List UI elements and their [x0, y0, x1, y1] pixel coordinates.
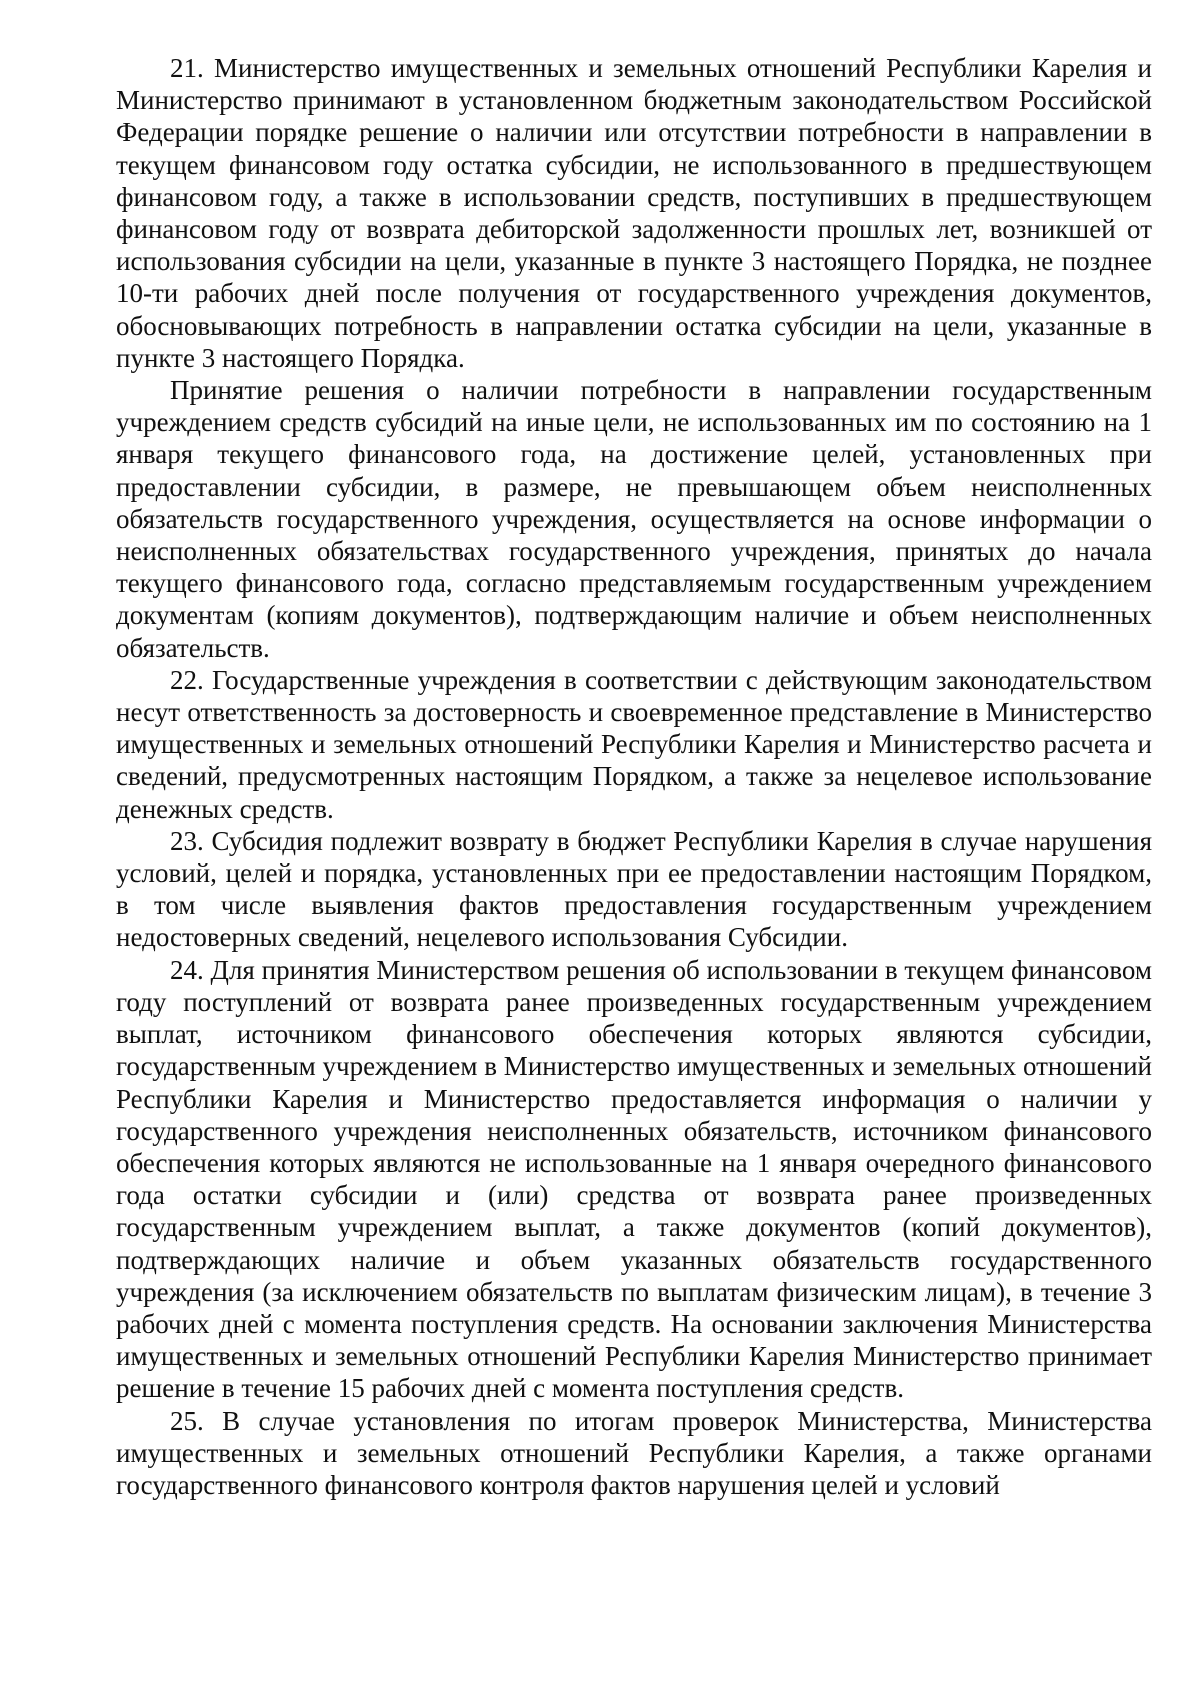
- paragraph-24: 24. Для принятия Министерством решения об использовании в текущем финансовом году поступлений от возврата ранее произведенных государственным учреждением выплат, источником финансового обеспечения которых являются субсидии, государственным учреждением в Министерство имущественных и земельных отношений Республики Карелия и Министерство предоставляется информация о наличии у государственного учреждения неисполненных обязательств, источником финансового обеспечения которых являются не использованные на 1 января очередного финансового года остатки субсидии и (или) средства от возврата ранее произведенных государственным учреждением выплат, а также документов (копий документов), подтверждающих наличие и объем указанных обязательств государственного учреждения (за исключением обязательств по выплатам физическим лицам), в течение 3 рабочих дней с момента поступления средств. На основании заключения Министерства имущественных и земельных отношений Республики Карелия Министерство принимает решение в течение 15 рабочих дней с момента поступления средств.: [116, 954, 1152, 1404]
- document-page: [116, 52, 1152, 1501]
- paragraph-25: 25. В случае установления по итогам проверок Министерства, Министерства имущественных и земельных отношений Республики Карелия, а также органами государственного финансового контроля фактов нарушения целей и условий: [116, 1405, 1152, 1500]
- paragraph-23: 23. Субсидия подлежит возврату в бюджет Республики Карелия в случае нарушения условий, целей и порядка, установленных при ее предоставлении настоящим Порядком, в том числе выявления фактов предоставления государственным учреждением недостоверных сведений, нецелевого использования Субсидии.: [116, 825, 1152, 953]
- paragraph-21: 21. Министерство имущественных и земельных отношений Республики Карелия и Министерство принимают в установленном бюджетным законодательством Российской Федерации порядке решение о наличии или отсутствии потребности в направлении в текущем финансовом году остатка субсидии, не использованного в предшествующем финансовом году, а также в использовании средств, поступивших в предшествующем финансовом году от возврата дебиторской задолженности прошлых лет, возникшей от использования субсидии на цели, указанные в пункте 3 настоящего Порядка, не позднее 10-ти рабочих дней после получения от государственного учреждения документов, обосновывающих потребность в направлении остатка субсидии на цели, указанные в пункте 3 настоящего Порядка.: [116, 53, 1152, 373]
- paragraph-21-continuation: Принятие решения о наличии потребности в направлении государственным учреждением средств субсидий на иные цели, не использованных им по состоянию на 1 января текущего финансового года, на достижение целей, установленных при предоставлении субсидии, в размере, не превышающем объем неисполненных обязательств государственного учреждения, осуществляется на основе информации о неисполненных обязательствах государственного учреждения, принятых до начала текущего финансового года, согласно представляемым государственным учреждением документам (копиям документов), подтверждающим наличие и объем неисполненных обязательств.: [116, 375, 1152, 663]
- paragraph-22: 22. Государственные учреждения в соответствии с действующим законодательством несут ответственность за достоверность и своевременное представление в Министерство имущественных и земельных отношений Республики Карелия и Министерство расчета и сведений, предусмотренных настоящим Порядком, а также за нецелевое использование денежных средств.: [116, 664, 1152, 824]
